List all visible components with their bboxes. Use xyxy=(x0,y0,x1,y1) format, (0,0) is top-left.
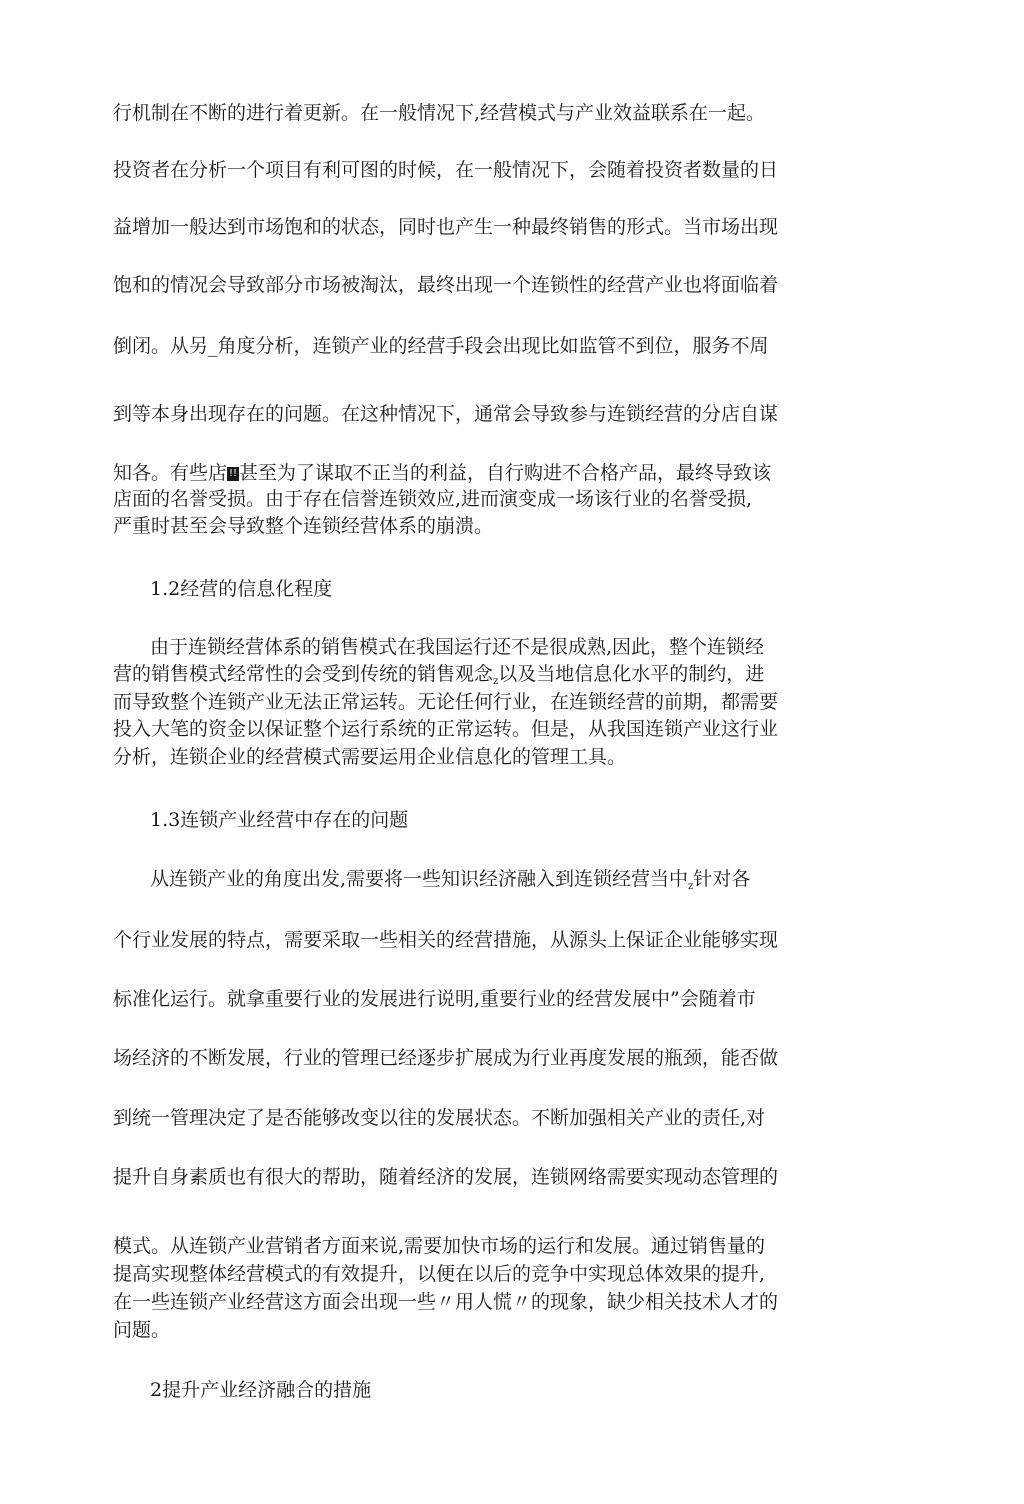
text-segment: 从连锁产业的角度出发,需要将一些知识经济融入到连锁经营当中 xyxy=(150,868,689,890)
paragraph-line: 提高实现整体经营模式的有效提升，以便在以后的竞争中实现总体效果的提升, xyxy=(113,1263,766,1285)
paragraph-line: 提升自身素质也有很大的帮助，随着经济的发展，连锁网络需要实现动态管理的 xyxy=(113,1166,779,1188)
text-segment: 知各。有些店 xyxy=(113,462,228,484)
section-heading: 1.3连锁产业经营中存在的问题 xyxy=(150,809,409,831)
paragraph-line: 标准化运行。就拿重要行业的发展进行说明,重要行业的经营发展中”会随着市 xyxy=(113,988,756,1010)
paragraph-line xyxy=(113,460,913,486)
text-segment: 以及当地信息化水平的制约，进 xyxy=(498,663,765,685)
paragraph-line: 分析，连锁企业的经营模式需要运用企业信息化的管理工具。 xyxy=(113,746,627,768)
paragraph-line: 模式。从连锁产业营销者方面来说,需要加快市场的运行和发展。通过销售量的 xyxy=(113,1235,766,1257)
paragraph-line xyxy=(150,866,950,900)
text-segment: 针对各 xyxy=(693,868,751,890)
paragraph-line: 场经济的不断发展，行业的管理已经逐步扩展成为行业再度发展的瓶颈，能否做 xyxy=(113,1047,779,1069)
paragraph-line: 行机制在不断的进行着更新。在一般情况下,经营模式与产业效益联系在一起。 xyxy=(113,102,766,124)
paragraph-line: 由于连锁经营体系的销售模式在我国运行还不是很成熟,因此，整个连锁经 xyxy=(150,636,765,658)
garbled-mark: !! xyxy=(229,468,238,479)
paragraph-line: 投资者在分析一个项目有利可图的时候，在一般情况下，会随着投资者数量的日 xyxy=(113,159,779,181)
paragraph-line: 饱和的情况会导致部分市场被淘汰，最终出现一个连锁性的经营产业也将面临着 xyxy=(113,274,779,296)
paragraph-line: 到统一管理决定了是否能够改变以往的发展状态。不断加强相关产业的责任,对 xyxy=(113,1107,766,1129)
text-segment: 营的销售模式经常性的会受到传统的销售观念 xyxy=(113,663,494,685)
paragraph-line: 个行业发展的特点，需要采取一些相关的经营措施，从源头上保证企业能够实现 xyxy=(113,929,779,951)
paragraph-line: 倒闭。从另_角度分析，连锁产业的经营手段会出现比如监管不到位，服务不周 xyxy=(113,335,769,357)
subscript-mark: z xyxy=(688,881,694,892)
paragraph-line: 而导致整个连锁产业无法正常运转。无论任何行业，在连锁经营的前期，都需要 xyxy=(113,691,779,713)
paragraph-line: 店面的名誉受损。由于存在信誉连锁效应,进而演变成一场该行业的名誉受损, xyxy=(113,488,753,510)
paragraph-line: 严重时甚至会导致整个连锁经营体系的崩溃。 xyxy=(113,515,494,537)
section-heading: 2提升产业经济融合的措施 xyxy=(150,1379,372,1401)
paragraph-line: 投入大笔的资金以保证整个运行系统的正常运转。但是，从我国连锁产业这行业 xyxy=(113,718,779,740)
paragraph-line: 到等本身出现存在的问题。在这种情况下，通常会导致参与连锁经营的分店自谋 xyxy=(113,403,779,425)
paragraph-line: 在一些连锁产业经营这方面会出现一些〃用人慌〃的现象，缺少相关技术人才的 xyxy=(113,1291,779,1313)
subscript-mark: z xyxy=(493,676,499,687)
section-heading: 1.2经营的信息化程度 xyxy=(150,578,333,600)
paragraph-line: 问题。 xyxy=(113,1319,171,1341)
text-segment: 甚至为了谋取不正当的利益，自行购进不合格产品，最终导致该 xyxy=(239,462,772,484)
paragraph-line: 益增加一般达到市场饱和的状态，同时也产生一种最终销售的形式。当市场出现 xyxy=(113,216,779,238)
